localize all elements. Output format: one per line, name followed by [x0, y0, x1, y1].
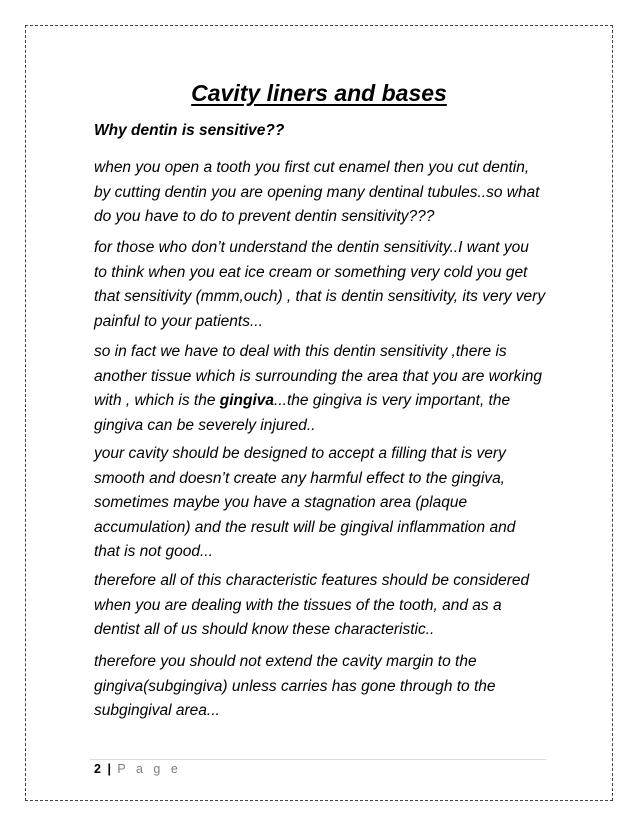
paragraph-3-line-3-before: with , which is the — [94, 392, 220, 409]
paragraph-2 — [94, 236, 564, 334]
paragraph-6-line-2: gingiva(subgingiva) unless carries has gone through to the — [94, 677, 496, 695]
paragraph-2-line-4: painful to your patients... — [94, 312, 263, 330]
paragraph-4-line-2: smooth and doesn’t create any harmful effect to the gingiva, — [94, 469, 505, 487]
paragraph-1-line-3: do you have to do to prevent dentin sensitivity??? — [94, 208, 435, 225]
paragraph-6 — [94, 650, 564, 724]
paragraph-1-line-1: when you open a tooth you first cut enamel then you cut dentin, — [94, 159, 530, 176]
document-title: Cavity liners and bases — [191, 80, 447, 106]
page-label: P a g e — [117, 762, 182, 776]
paragraph-2-line-3: that sensitivity (mmm,ouch) , that is dentin sensitivity, its very very — [94, 288, 546, 305]
paragraph-3-line-3 — [94, 389, 564, 414]
paragraph-1-line-2: by cutting dentin you are opening many dentinal tubules..so what — [94, 183, 540, 201]
page-number: 2 — [94, 762, 101, 776]
paragraph-1 — [94, 156, 564, 230]
paragraph-4 — [94, 442, 564, 565]
paragraph-3-line-3-after: ...the gingiva is very important, the — [274, 392, 511, 409]
paragraph-4-line-1: your cavity should be designed to accept a filling that is very — [94, 445, 506, 462]
paragraph-3-line-1: so in fact we have to deal with this dentin sensitivity ,there is — [94, 343, 507, 360]
footer-divider — [90, 759, 546, 760]
paragraph-5-line-2: when you are dealing with the tissues of the tooth, and as a — [94, 596, 502, 614]
paragraph-6-line-1: therefore you should not extend the cavity margin to the — [94, 653, 477, 670]
section-question: Why dentin is sensitive?? — [94, 122, 285, 139]
paragraph-4-line-3: sometimes maybe you have a stagnation area (plaque — [94, 494, 468, 511]
paragraph-3 — [94, 340, 564, 438]
paragraph-2-line-1: for those who don’t understand the dentin sensitivity..I want you — [94, 239, 529, 256]
paragraph-2-line-2: to think when you eat ice cream or something very cold you get — [94, 263, 528, 281]
page-footer — [94, 761, 181, 777]
paragraph-5-line-3: dentist all of us should know these characteristic.. — [94, 621, 435, 638]
paragraph-3-line-4: gingiva can be severely injured.. — [94, 416, 316, 434]
footer-separator: | — [107, 762, 111, 776]
paragraph-4-line-4: accumulation) and the result will be gingival inflammation and — [94, 518, 516, 536]
paragraph-4-line-5: that is not good... — [94, 543, 213, 560]
paragraph-6-line-3: subgingival area... — [94, 702, 220, 719]
paragraph-5 — [94, 569, 564, 643]
paragraph-3-line-2: another tissue which is surrounding the area that you are working — [94, 367, 543, 385]
paragraph-5-line-1: therefore all of this characteristic features should be considered — [94, 572, 530, 589]
gingiva-bold-term: gingiva — [219, 392, 275, 409]
